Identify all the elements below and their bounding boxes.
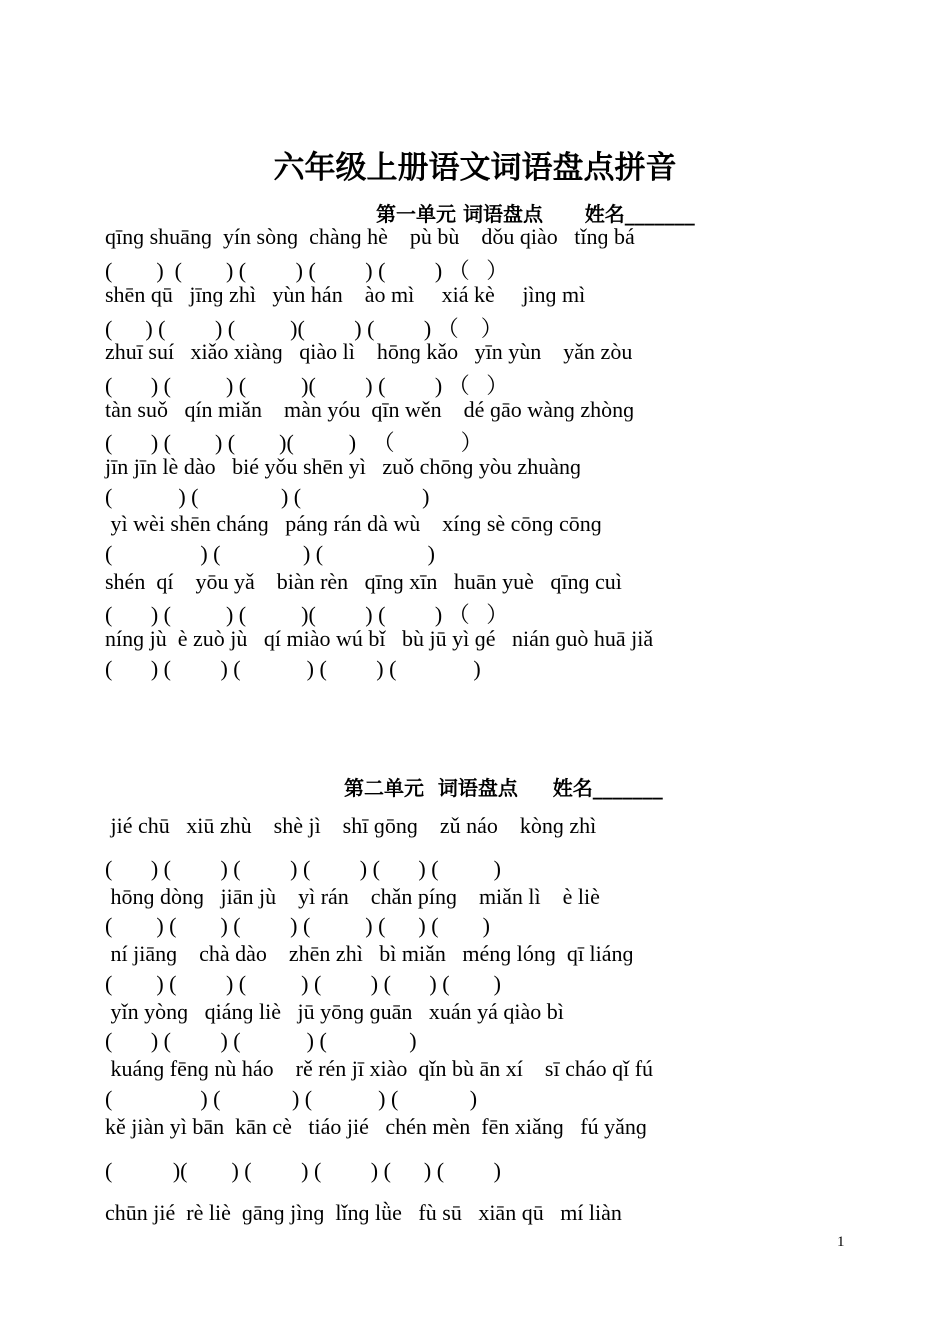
unit1-pinyin-line: tàn suǒ qín miǎn màn yóu qīn wěn dé ɡāo wànɡ zhònɡ (105, 397, 635, 422)
unit1-blank-line: ( ) ( ) ( ) ( ) ( ) （ ） (105, 258, 509, 283)
unit2-blank-line: ( ) ( ) ( ) ( ) (105, 1086, 478, 1111)
unit1-pinyin-line: qīnɡ shuānɡ yín sònɡ chànɡ hè pù bù dǒu qiào tǐnɡ bá (105, 224, 635, 249)
unit1-pinyin-line: jīn jīn lè dào bié yǒu shēn yì zuǒ chōnɡ yòu zhuànɡ (105, 454, 581, 479)
unit1-pinyin-line: zhuī suí xiǎo xiànɡ qiào lì hōnɡ kǎo yīn yùn yǎn zòu (105, 339, 633, 364)
unit1-blank-line: ( ) ( ) ( ) (105, 484, 430, 509)
page-title: 六年级上册语文词语盘点拼音 (273, 150, 677, 186)
unit2-pinyin-line: jié chū xiū zhù shè jì shī ɡōnɡ zǔ náo kònɡ zhì (105, 813, 597, 838)
unit1-heading: 第一单元 词语盘点 姓名_______ (376, 202, 695, 226)
unit1-pinyin-line: shén qí yōu yǎ biàn rèn qīnɡ xīn huān yuè qīnɡ cuì (105, 569, 622, 594)
unit2-pinyin-line: kě jiàn yì bān kān cè tiáo jié chén mèn fēn xiǎnɡ fú yǎnɡ (105, 1114, 647, 1139)
page-number: 1 (837, 1234, 845, 1250)
unit1-blank-line: ( ) ( ) ( )( ) ( ) （ ） (105, 602, 509, 627)
unit2-pinyin-line: ní jiānɡ chà dào zhēn zhì bì miǎn ménɡ lónɡ qī liánɡ (105, 941, 634, 966)
unit2-heading: 第二单元 词语盘点 姓名_______ (344, 776, 663, 800)
unit2-blank-line: ( )( ) ( ) ( ) ( ) ( ) (105, 1158, 501, 1183)
unit1-blank-line: ( ) ( ) ( )( ) ( ) （ ） (105, 373, 509, 398)
unit2-pinyin-line: yǐn yònɡ qiánɡ liè jū yōnɡ ɡuān xuán yá qiào bì (105, 999, 564, 1024)
unit1-pinyin-line: shēn qū jīnɡ zhì yùn hán ào mì xiá kè jìnɡ mì (105, 282, 586, 307)
unit2-pinyin-line: kuánɡ fēnɡ nù háo rě rén jī xiào qǐn bù ān xí sī cháo qǐ fú (105, 1056, 654, 1081)
unit1-blank-line: ( ) ( ) ( ) ( ) ( ) (105, 656, 481, 681)
unit1-blank-line: ( ) ( ) ( ) (105, 541, 435, 566)
unit2-pinyin-line: hōnɡ dònɡ jiān jù yì rán chǎn pínɡ miǎn lì è liè (105, 884, 600, 909)
unit2-blank-line: ( ) ( ) ( ) ( ) ( ) ( ) (105, 913, 490, 938)
unit1-blank-line: ( ) ( ) ( )( ) ( ) （ ） (105, 316, 503, 341)
unit2-blank-line: ( ) ( ) ( ) ( ) (105, 1028, 417, 1053)
unit1-pinyin-line: nínɡ jù è zuò jù qí miào wú bǐ bù jū yì ɡé nián ɡuò huā jiǎ (105, 626, 654, 651)
unit2-blank-line: ( ) ( ) ( ) ( ) ( ) ( ) (105, 856, 501, 881)
unit2-blank-line: ( ) ( ) ( ) ( ) ( ) ( ) (105, 971, 501, 996)
unit2-pinyin-line: chūn jié rè liè ɡānɡ jìnɡ lǐnɡ lǜe fù sū xiān qū mí liàn (105, 1200, 622, 1225)
unit1-pinyin-line: yì wèi shēn chánɡ pánɡ rán dà wù xínɡ sè cōnɡ cōnɡ (105, 511, 602, 536)
unit1-blank-line: ( ) ( ) ( )( ) （ ） (105, 430, 483, 455)
